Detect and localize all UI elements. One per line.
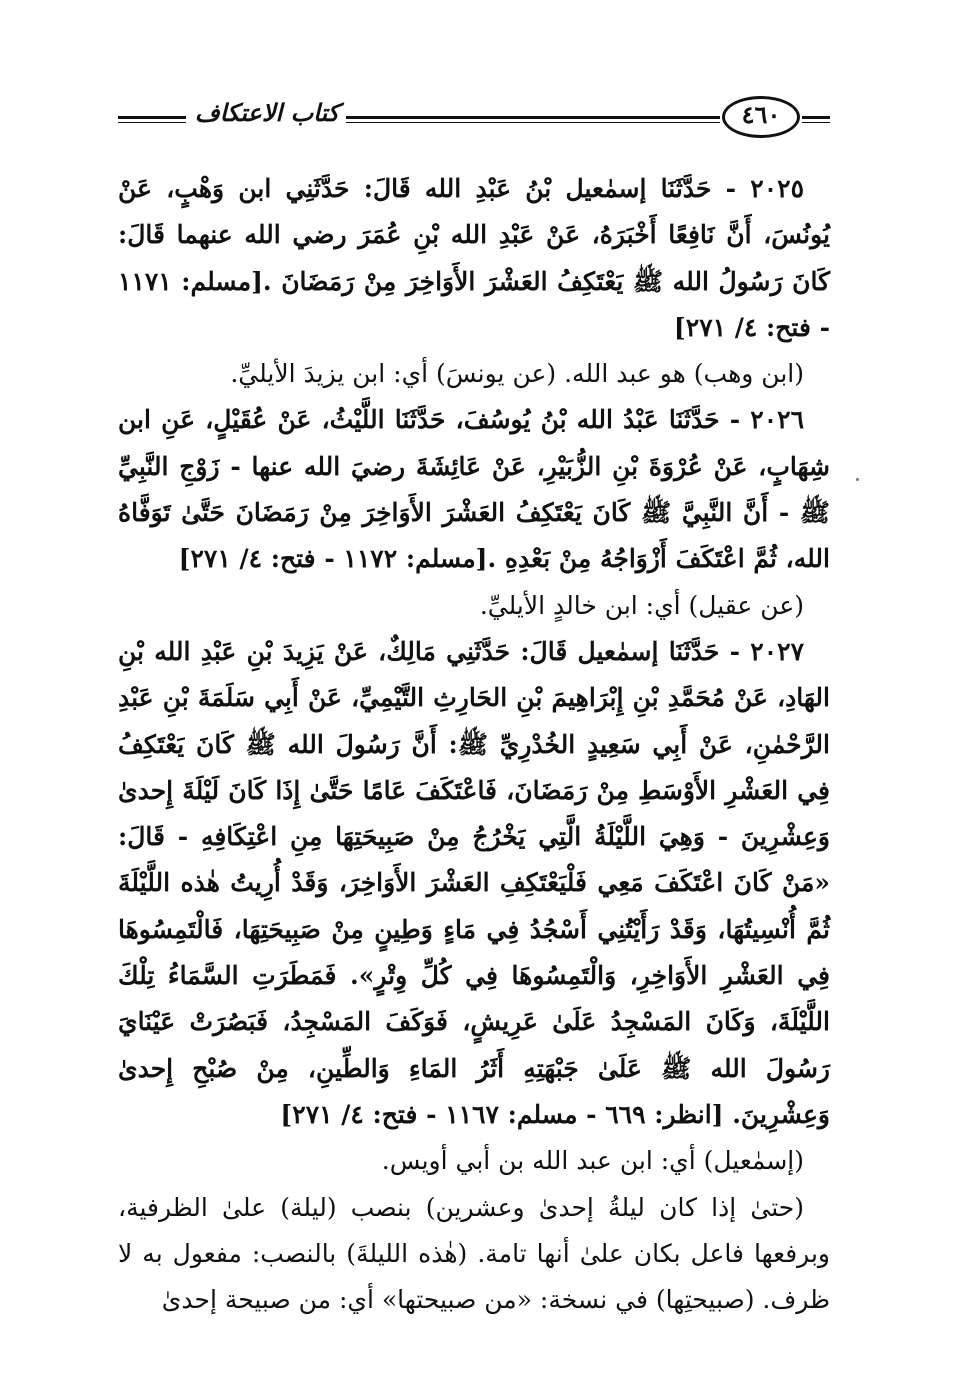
commentary-2027-narrator: (إسمٰعيل) أي: ابن عبد الله بن أبي أويس. xyxy=(381,1146,804,1176)
hadith-2025: ٢٠٢٥ - حَدَّثَنَا إسمٰعيل بْنُ عَبْدِ الله قَالَ: حَدَّثَنِي ابن وَهْبٍ، عَنْ يُونُسَ، أَنَّ نَافِعًا أَخْبَرَهُ، عَنْ عَبْدِ الله بْنِ عُمَرَ رضي الله عنهما قَالَ: كَانَ رَسُولُ الله ﷺ يَعْتَكِفُ العَشْرَ الأَوَاخِرَ مِنْ رَمَضَانَ .[مسلم: ١١٧١ - فتح: ٤/ ٢٧١] xyxy=(118,174,830,342)
header-rule-left xyxy=(118,116,186,119)
hadith-2027: ٢٠٢٧ - حَدَّثَنَا إسمٰعيل قَالَ: حَدَّثَنِي مَالِكٌ، عَنْ يَزِيدَ بْنِ عَبْدِ الله بْنِ الهَادِ، عَنْ مُحَمَّدِ بْنِ إِبْرَاهِيمَ بْنِ الحَارِثِ التَّيْمِيِّ، عَنْ أَبِي سَلَمَةَ بْنِ عَبْدِ الرَّحْمٰنِ، عَنْ أَبِي سَعِيدٍ الخُدْرِيِّ ﷺ: أَنَّ رَسُولَ الله ﷺ كَانَ يَعْتَكِفُ فِي العَشْرِ الأَوْسَطِ مِنْ رَمَضَانَ، فَاعْتَكَفَ عَامًا حَتَّىٰ إِذَا كَانَ لَيْلَةَ إِحدىٰ وَعِشْرِينَ - وَهِيَ اللَّيْلَةُ الَّتِي يَخْرُجُ مِنْ صَبِيحَتِهَا مِنِ اعْتِكَافِهِ - قَالَ: «مَنْ كَانَ اعْتَكَفَ مَعِي فَلْيَعْتَكِفِ العَشْرَ الأَوَاخِرَ، وَقَدْ أُرِيتُ هٰذه اللَّيْلَةَ ثُمَّ أُنْسِيتُهَا، وَقَدْ رَأَيْتُنِي أَسْجُدُ فِي مَاءٍ وَطِينٍ مِنْ صَبِيحَتِهَا، فَالْتَمِسُوهَا فِي العَشْرِ الأَوَاخِرِ، وَالْتَمِسُوهَا فِي كُلِّ وِتْرٍ». فَمَطَرَتِ السَّمَاءُ تِلْكَ اللَّيْلَةَ، وَكَانَ المَسْجِدُ عَلَىٰ عَرِيشٍ، فَوَكَفَ المَسْجِدُ، فَبَصُرَتْ عَيْنَايَ رَسُولَ الله ﷺ عَلَىٰ جَبْهَتِهِ أَثَرُ المَاءِ وَالطِّينِ، مِنْ صُبْحِ إِحدىٰ وَعِشْرِينَ. [انظر: ٦٦٩ - مسلم: ١١٦٧ - فتح: ٤/ ٢٧١] xyxy=(118,636,830,1129)
page-header xyxy=(118,92,830,148)
commentary-2026: (عن عقيل) أي: ابن خالدٍ الأيليِّ. xyxy=(479,590,804,620)
chapter-title: كتاب الاعتكاف xyxy=(194,98,340,127)
hadith-2026: ٢٠٢٦ - حَدَّثَنَا عَبْدُ الله بْنُ يُوسُفَ، حَدَّثَنَا اللَّيْثُ، عَنْ عُقَيْلٍ، عَنِ ابن شِهَابٍ، عَنْ عُرْوَةَ بْنِ الزُّبَيْرِ، عَنْ عَائِشَةَ رضيَ الله عنها - زَوْجِ النَّبِيِّ ﷺ - أَنَّ النَّبِيَّ ﷺ كَانَ يَعْتَكِفُ العَشْرَ الأَوَاخِرَ مِنْ رَمَضَانَ حَتَّىٰ تَوَفَّاهُ الله، ثُمَّ اعْتَكَفَ أَزْوَاجُهُ مِنْ بَعْدِهِ .[مسلم: ١١٧٢ - فتح: ٤/ ٢٧١] xyxy=(118,405,830,574)
header-rule-right-thin xyxy=(802,122,830,123)
page-body xyxy=(118,166,830,1323)
header-rule-right xyxy=(802,116,830,119)
page-number: ٤٦٠ xyxy=(741,100,781,129)
commentary-2025: (ابن وهب) هو عبد الله. (عن يونسَ) أي: ابن يزيدَ الأيليِّ. xyxy=(230,359,804,389)
header-rule-middle-thin xyxy=(346,122,720,123)
commentary-2027-grammar: (حتىٰ إذا كان ليلةُ إحدىٰ وعشرين) بنصب (ليلة) علىٰ الظرفية، وبرفعها فاعل بكان علىٰ أنها تامة. (هٰذه الليلةَ) بالنصب: مفعول به لا ظرف. (صبيحتِها) في نسخة: «من صبيحتها» أي: من صبيحة إحدىٰ xyxy=(118,1192,830,1315)
header-rule-left-thin xyxy=(118,122,186,123)
scan-speck xyxy=(856,478,859,481)
header-rule-middle xyxy=(346,116,720,119)
